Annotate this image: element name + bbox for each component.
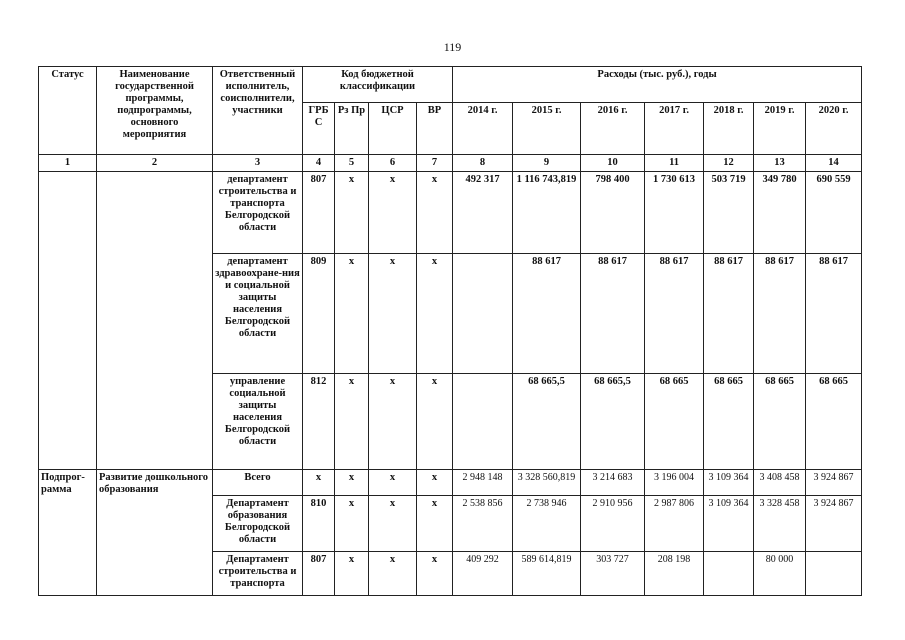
csr-cell: x xyxy=(369,470,417,496)
header-executor: Ответственный исполнитель, соисполнители, участники xyxy=(213,67,303,155)
rzpr-cell: x xyxy=(335,172,369,254)
rzpr-cell: x xyxy=(335,374,369,470)
value-cell xyxy=(704,552,754,596)
column-number: 3 xyxy=(213,155,303,172)
grbs-cell: 807 xyxy=(303,172,335,254)
value-cell: 1 730 613 xyxy=(645,172,704,254)
header-year: 2017 г. xyxy=(645,103,704,155)
value-cell xyxy=(806,552,862,596)
column-number: 12 xyxy=(704,155,754,172)
value-cell xyxy=(453,254,513,374)
column-number: 11 xyxy=(645,155,704,172)
rzpr-cell: x xyxy=(335,496,369,552)
page-number: 119 xyxy=(443,40,462,54)
executor-cell: Департамент образования Белгородской области xyxy=(213,496,303,552)
value-cell: 409 292 xyxy=(453,552,513,596)
column-number: 7 xyxy=(417,155,453,172)
csr-cell: x xyxy=(369,374,417,470)
vr-cell: x xyxy=(417,470,453,496)
csr-cell: x xyxy=(369,496,417,552)
header-name: Наименование государственной программы, подпрограммы, основного мероприятия xyxy=(97,67,213,155)
rzpr-cell: x xyxy=(335,552,369,596)
header-expenses: Расходы (тыс. руб.), годы xyxy=(453,67,862,103)
rzpr-cell: x xyxy=(335,254,369,374)
column-number: 1 xyxy=(39,155,97,172)
value-cell: 68 665 xyxy=(704,374,754,470)
column-number: 4 xyxy=(303,155,335,172)
header-grbs: ГРБ С xyxy=(303,103,335,155)
grbs-cell: x xyxy=(303,470,335,496)
vr-cell: x xyxy=(417,374,453,470)
value-cell: 1 116 743,819 xyxy=(513,172,581,254)
grbs-cell: 810 xyxy=(303,496,335,552)
grbs-cell: 812 xyxy=(303,374,335,470)
executor-cell: департамент строительства и транспорта Белгородской области xyxy=(213,172,303,254)
column-number: 8 xyxy=(453,155,513,172)
value-cell: 2 738 946 xyxy=(513,496,581,552)
column-number: 2 xyxy=(97,155,213,172)
value-cell: 3 214 683 xyxy=(581,470,645,496)
header-status: Статус xyxy=(39,67,97,155)
column-number: 13 xyxy=(754,155,806,172)
column-number: 6 xyxy=(369,155,417,172)
value-cell: 3 924 867 xyxy=(806,470,862,496)
header-csr: ЦСР xyxy=(369,103,417,155)
column-number: 9 xyxy=(513,155,581,172)
value-cell xyxy=(453,374,513,470)
header-year: 2020 г. xyxy=(806,103,862,155)
value-cell: 208 198 xyxy=(645,552,704,596)
value-cell: 690 559 xyxy=(806,172,862,254)
value-cell: 2 910 956 xyxy=(581,496,645,552)
value-cell: 3 328 560,819 xyxy=(513,470,581,496)
status-cell xyxy=(39,172,97,470)
header-budget-code: Код бюджетной классификации xyxy=(303,67,453,103)
value-cell: 88 617 xyxy=(704,254,754,374)
value-cell: 3 196 004 xyxy=(645,470,704,496)
vr-cell: x xyxy=(417,172,453,254)
value-cell: 3 328 458 xyxy=(754,496,806,552)
grbs-cell: 809 xyxy=(303,254,335,374)
value-cell: 3 924 867 xyxy=(806,496,862,552)
csr-cell: x xyxy=(369,172,417,254)
value-cell: 68 665,5 xyxy=(581,374,645,470)
executor-cell: Департамент строительства и транспорта xyxy=(213,552,303,596)
value-cell: 492 317 xyxy=(453,172,513,254)
header-year: 2015 г. xyxy=(513,103,581,155)
header-row-1 xyxy=(39,67,862,103)
value-cell: 3 109 364 xyxy=(704,470,754,496)
csr-cell: x xyxy=(369,552,417,596)
column-number: 10 xyxy=(581,155,645,172)
vr-cell: x xyxy=(417,552,453,596)
csr-cell: x xyxy=(369,254,417,374)
table-row xyxy=(39,172,862,254)
value-cell: 2 948 148 xyxy=(453,470,513,496)
value-cell: 503 719 xyxy=(704,172,754,254)
value-cell: 2 987 806 xyxy=(645,496,704,552)
budget-table xyxy=(38,66,862,596)
executor-cell: управление социальной защиты населения Белгородской области xyxy=(213,374,303,470)
value-cell: 303 727 xyxy=(581,552,645,596)
name-cell xyxy=(97,172,213,470)
executor-cell: департамент здравоохране-ния и социальной защиты населения Белгородской области xyxy=(213,254,303,374)
header-year: 2018 г. xyxy=(704,103,754,155)
table-row xyxy=(39,470,862,496)
value-cell: 88 617 xyxy=(513,254,581,374)
value-cell: 88 617 xyxy=(645,254,704,374)
column-number: 5 xyxy=(335,155,369,172)
value-cell: 80 000 xyxy=(754,552,806,596)
value-cell: 68 665 xyxy=(645,374,704,470)
column-number-row xyxy=(39,155,862,172)
value-cell: 68 665,5 xyxy=(513,374,581,470)
value-cell: 349 780 xyxy=(754,172,806,254)
grbs-cell: 807 xyxy=(303,552,335,596)
name-cell: Развитие дошкольного образования xyxy=(97,470,213,596)
header-rzpr: Рз Пр xyxy=(335,103,369,155)
header-year: 2014 г. xyxy=(453,103,513,155)
vr-cell: x xyxy=(417,496,453,552)
status-cell: Подпрог-рамма xyxy=(39,470,97,596)
executor-cell: Всего xyxy=(213,470,303,496)
value-cell: 68 665 xyxy=(806,374,862,470)
column-number: 14 xyxy=(806,155,862,172)
rzpr-cell: x xyxy=(335,470,369,496)
value-cell: 2 538 856 xyxy=(453,496,513,552)
value-cell: 3 408 458 xyxy=(754,470,806,496)
value-cell: 88 617 xyxy=(581,254,645,374)
header-year: 2016 г. xyxy=(581,103,645,155)
header-vr: ВР xyxy=(417,103,453,155)
value-cell: 88 617 xyxy=(754,254,806,374)
value-cell: 88 617 xyxy=(806,254,862,374)
value-cell: 589 614,819 xyxy=(513,552,581,596)
value-cell: 3 109 364 xyxy=(704,496,754,552)
header-year: 2019 г. xyxy=(754,103,806,155)
value-cell: 68 665 xyxy=(754,374,806,470)
value-cell: 798 400 xyxy=(581,172,645,254)
vr-cell: x xyxy=(417,254,453,374)
